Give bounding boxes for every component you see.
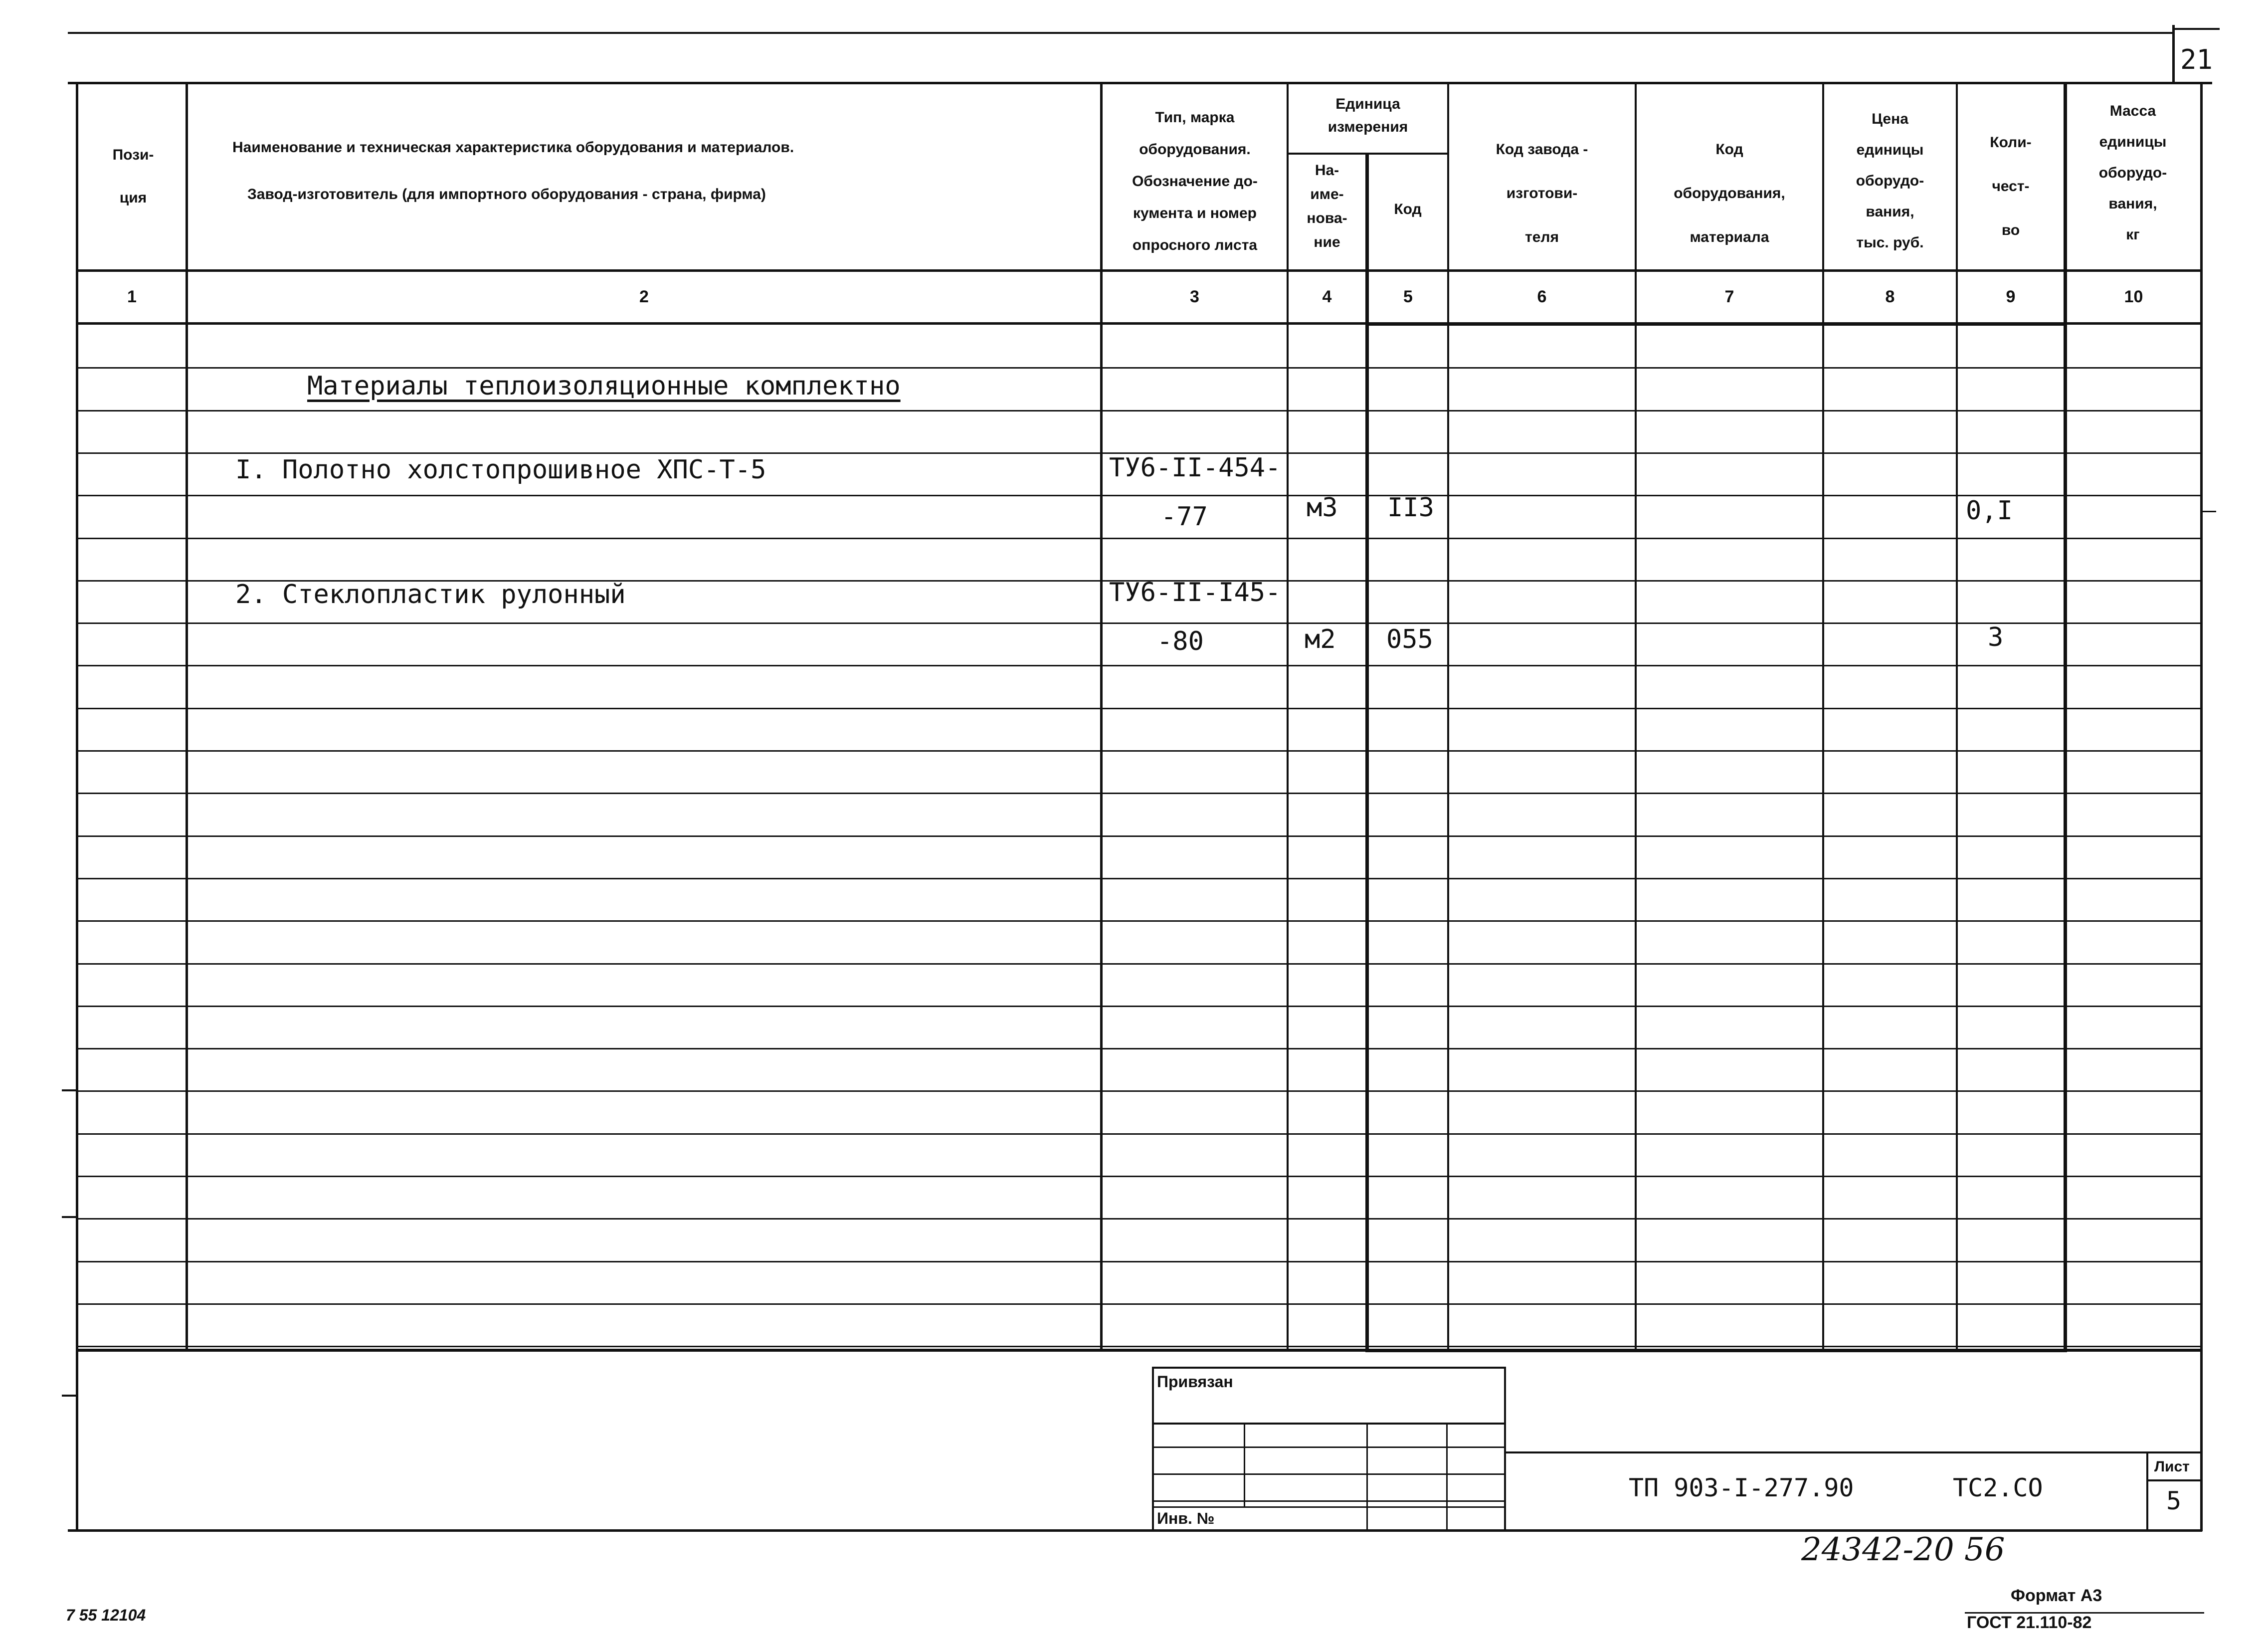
item-1-type-line1: ТУ6-II-454- <box>1109 453 1281 483</box>
section-title: Материалы теплоизоляционные комплектно <box>307 371 901 401</box>
header-mass: Масса единицы оборудо- вания, кг <box>2098 103 2167 243</box>
col-number: 10 <box>2124 287 2143 306</box>
table-row-line <box>76 1303 2203 1305</box>
table-row-line <box>76 793 2203 794</box>
item-2-type-line1: ТУ6-II-I45- <box>1109 578 1281 608</box>
item-2-unit-code: 055 <box>1386 624 1433 654</box>
item-1-quantity: 0,I <box>1966 496 2013 526</box>
document-designation: ТП 903-I-277.90 <box>1629 1473 1854 1502</box>
item-2-name: 2. Стеклопластик рулонный <box>235 580 626 610</box>
header-unit-code: Код <box>1394 201 1422 217</box>
privyazan-label: Привязан <box>1157 1373 1233 1391</box>
format-label: Формат А3 <box>2011 1586 2102 1605</box>
table-row-line <box>76 708 2203 709</box>
item-1-name: I. Полотно холстопрошивное ХПС-Т-5 <box>235 455 766 485</box>
col-number: 9 <box>2006 287 2016 306</box>
table-row-line <box>76 367 2203 369</box>
table-row-line <box>76 410 2203 412</box>
table-row-line <box>76 495 2203 496</box>
header-name-line1: Наименование и техническая характеристика оборудования и материалов. <box>232 139 794 156</box>
table-row-line <box>76 878 2203 879</box>
item-2-quantity: 3 <box>1988 622 2004 652</box>
table-row-line <box>76 1090 2203 1092</box>
table-row-line <box>76 1048 2203 1049</box>
col-number: 2 <box>639 287 649 306</box>
gost-label: ГОСТ 21.110-82 <box>1967 1613 2092 1632</box>
header-name-line2: Завод-изготовитель (для импортного оборудования - страна, фирма) <box>247 186 766 203</box>
specification-table <box>76 84 2200 1351</box>
table-row-line <box>76 1261 2203 1262</box>
item-1-type-line2: -77 <box>1161 502 1208 532</box>
table-row-line <box>76 1133 2203 1135</box>
title-block <box>1152 1367 2200 1531</box>
document-mark: ТС2.СО <box>1953 1473 2043 1502</box>
header-quantity: Коли- чест- во <box>1990 134 2032 238</box>
col-number: 4 <box>1322 287 1332 306</box>
print-code: 7 55 12104 <box>66 1606 146 1624</box>
sheet-corner-number: 21 <box>2180 44 2213 75</box>
table-row-line <box>76 835 2203 837</box>
sheet-label: Лист <box>2154 1458 2190 1475</box>
col-number: 5 <box>1403 287 1413 306</box>
table-row-line <box>76 1346 2203 1347</box>
handwritten-number: 24342-20 56 <box>1801 1531 2005 1568</box>
header-unit-group: Единица измерения <box>1327 96 1408 135</box>
table-row-line <box>76 750 2203 752</box>
col-number: 6 <box>1537 287 1547 306</box>
header-position: Пози- ция <box>112 147 154 206</box>
header-equipment-code: Код оборудования, материала <box>1674 141 1785 245</box>
table-row-line <box>76 622 2203 624</box>
header-type: Тип, марка оборудования. Обозначение до- кумента и номер опросного листа <box>1132 109 1258 253</box>
table-row-line <box>76 920 2203 922</box>
item-1-unit-code: II3 <box>1387 493 1434 523</box>
table-row-line <box>76 1218 2203 1220</box>
table-row-line <box>76 538 2203 539</box>
item-1-unit: м3 <box>1307 493 1338 523</box>
table-row-line <box>76 963 2203 965</box>
col-number: 8 <box>1885 287 1895 306</box>
item-2-type-line2: -80 <box>1157 626 1204 656</box>
table-row-line <box>76 1006 2203 1007</box>
header-unit-name: На- име- нова- ние <box>1307 162 1347 250</box>
item-2-unit: м2 <box>1305 624 1336 654</box>
col-number: 3 <box>1190 287 1199 306</box>
inventory-number-label: Инв. № <box>1157 1509 1215 1527</box>
sheet-number: 5 <box>2166 1486 2182 1515</box>
col-number: 1 <box>127 287 137 306</box>
col-number: 7 <box>1724 287 1734 306</box>
table-row-line <box>76 1176 2203 1177</box>
header-factory-code: Код завода - изготови- теля <box>1496 141 1588 245</box>
table-row-line <box>76 665 2203 666</box>
header-price: Цена единицы оборудо- вания, тыс. руб. <box>1856 111 1924 251</box>
